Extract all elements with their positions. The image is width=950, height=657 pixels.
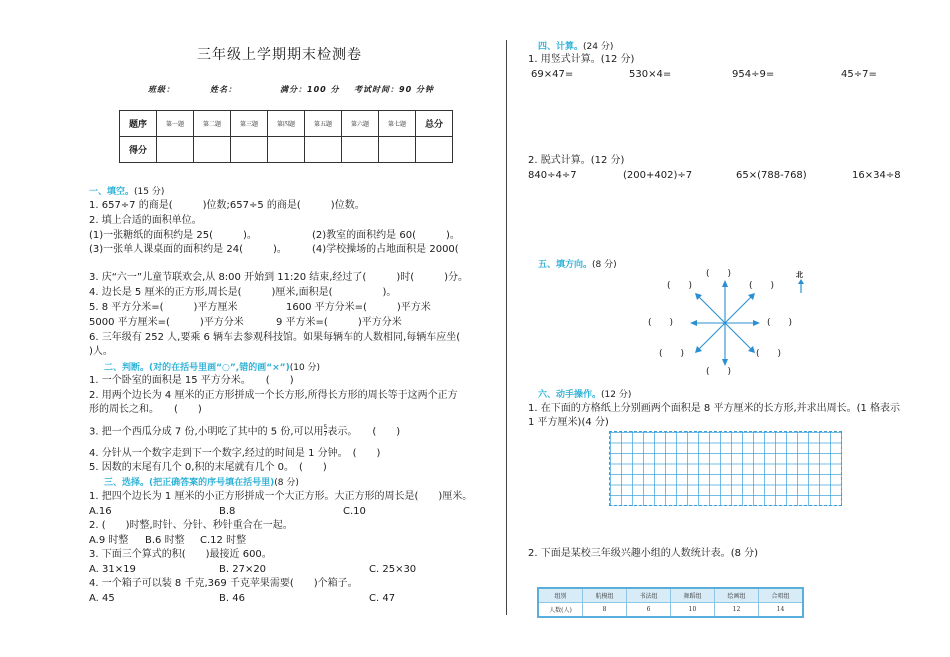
section-4-heading: 四、计算。(24 分) <box>538 42 614 52</box>
s1-line: (2)教室的面积约是 60( )。 <box>312 230 460 241</box>
score-col: 第四题 <box>268 111 305 137</box>
score-cell[interactable] <box>268 137 305 163</box>
direction-blank[interactable]: ( ) <box>648 318 674 328</box>
table-cell: 14 <box>759 603 804 618</box>
s1-line: 1. 657÷7 的商是( )位数;657÷5 的商是( )位数。 <box>89 200 365 211</box>
score-cell[interactable] <box>231 137 268 163</box>
s4-expr: 840÷4÷7 <box>528 170 577 181</box>
score-cell[interactable] <box>416 137 453 163</box>
direction-blank[interactable]: ( ) <box>667 281 693 291</box>
score-col: 第三题 <box>231 111 268 137</box>
s1-line: 1600 平方分米=( )平方米 <box>286 302 431 313</box>
s3-question: 3. 下面三个算式的积( )最接近 600。 <box>89 549 272 560</box>
name-label: 姓名： <box>210 85 237 94</box>
table-cell: 8 <box>583 603 627 618</box>
score-row-label: 得分 <box>120 137 157 163</box>
fraction: $\frac{5}{7}$ <box>323 424 328 438</box>
score-table <box>119 110 453 163</box>
s3-option: C. 25×30 <box>369 564 417 575</box>
s6-question: 2. 下面是某校三年级兴趣小组的人数统计表。(8 分) <box>528 548 759 559</box>
score-col: 第六题 <box>342 111 379 137</box>
table-cell: 人数(人) <box>538 603 583 618</box>
score-cell[interactable] <box>157 137 194 163</box>
column-divider <box>506 40 507 615</box>
class-label: 班级： <box>148 85 175 94</box>
score-col: 第一题 <box>157 111 194 137</box>
table-cell: 6 <box>627 603 671 618</box>
s1-line: 2. 填上合适的面积单位。 <box>89 215 202 226</box>
s4-expr: 45÷7= <box>841 69 877 80</box>
s6-question: 1 平方厘米)(4 分) <box>528 417 609 428</box>
s4-expr: 16×34÷8 <box>852 170 901 181</box>
s1-line: (4)学校操场的占地面积是 2000( <box>312 244 459 255</box>
s4-expr: 65×(788-768) <box>736 170 807 181</box>
s2-line-fraction: 3. 把一个西瓜分成 7 份,小明吃了其中的 5 份,可以用 $\frac{5}{7}$ 表示。 ( ) <box>89 424 401 438</box>
s3-question: 2. ( )时整,时针、分针、秒针重合在一起。 <box>89 520 293 531</box>
s4-sub: 1. 用竖式计算。(12 分) <box>528 54 635 65</box>
s1-line: 9 平方米=( )平方分米 <box>276 317 402 328</box>
full-score-label: 满分：100 分 <box>280 85 340 94</box>
s1-line: )人。 <box>89 346 113 357</box>
exam-time-label: 考试时间：90 分钟 <box>354 85 434 94</box>
section-6-heading: 六、动手操作。(12 分) <box>538 390 632 400</box>
score-cell[interactable] <box>379 137 416 163</box>
section-3-heading: 三、选择。(把正确答案的序号填在括号里)(8 分) <box>104 478 299 488</box>
s1-line: 5. 8 平方分米=( )平方厘米 <box>89 302 238 313</box>
score-total: 总分 <box>416 111 453 137</box>
s3-option: A.16 <box>89 506 112 517</box>
s3-option: A.9 时整 <box>89 535 129 546</box>
s3-option: B. 46 <box>219 593 245 604</box>
s4-expr: 954÷9= <box>732 69 775 80</box>
s3-question: 4. 一个箱子可以装 8 千克,369 千克苹果需要( )个箱子。 <box>89 578 358 589</box>
s3-option: B.8 <box>219 506 236 517</box>
s3-option: A. 45 <box>89 593 115 604</box>
interest-group-table <box>537 587 804 618</box>
s2-line: 2. 用两个边长为 4 厘米的正方形拼成一个长方形,所得长方形的周长等于这两个正方 <box>89 390 458 401</box>
score-cell[interactable] <box>194 137 231 163</box>
score-row-label: 题序 <box>120 111 157 137</box>
direction-blank[interactable]: ( ) <box>756 349 782 359</box>
s1-line: (3)一张单人课桌面的面积约是 24( )。 <box>89 244 287 255</box>
s3-option: A. 31×19 <box>89 564 136 575</box>
section-1-heading: 一、填空。(15 分) <box>89 187 165 197</box>
s2-line: 4. 分针从一个数字走到下一个数字,经过的时间是 1 分钟。 ( ) <box>89 448 381 459</box>
s6-question: 1. 在下面的方格纸上分别画两个面积是 8 平方厘米的长方形,并求出周长。(1 格表示 <box>528 403 901 414</box>
north-arrow-icon <box>797 279 805 293</box>
north-label: 北 <box>796 271 803 279</box>
table-header-cell: 组别 <box>538 588 583 603</box>
score-cell[interactable] <box>342 137 379 163</box>
s2-line: 形的周长之和。 ( ) <box>89 404 202 415</box>
s3-option: B. 27×20 <box>219 564 267 575</box>
table-header-cell: 书法组 <box>627 588 671 603</box>
score-col: 第七题 <box>379 111 416 137</box>
table-cell: 10 <box>671 603 715 618</box>
s1-line: 4. 边长是 5 厘米的正方形,周长是( )厘米,面积是( )。 <box>89 287 397 298</box>
score-cell[interactable] <box>305 137 342 163</box>
s1-line: 5000 平方厘米=( )平方分米 <box>89 317 244 328</box>
s3-option: B.6 时整 <box>145 535 185 546</box>
s4-expr: 530×4= <box>629 69 672 80</box>
page-title: 三年级上学期期末检测卷 <box>197 47 362 63</box>
s4-expr: 69×47= <box>531 69 574 80</box>
direction-blank[interactable]: ( ) <box>749 281 775 291</box>
s1-line: 6. 三年级有 252 人,要乘 6 辆车去参观科技馆。如果每辆车的人数相同,每辆车应坐( <box>89 332 461 343</box>
direction-blank[interactable]: ( ) <box>659 349 685 359</box>
s2-line: 1. 一个卧室的面积是 15 平方分米。 ( ) <box>89 375 294 386</box>
direction-blank[interactable]: ( ) <box>706 269 732 279</box>
table-header-cell: 绘画组 <box>715 588 759 603</box>
direction-blank[interactable]: ( ) <box>706 367 732 377</box>
table-header-cell: 合唱组 <box>759 588 804 603</box>
table-cell: 12 <box>715 603 759 618</box>
section-5-heading: 五、填方向。(8 分) <box>538 260 617 270</box>
s1-line: 3. 庆“六一”儿童节联欢会,从 8:00 开始到 11:20 结束,经过了( )时( )分。 <box>89 272 469 283</box>
s2-line: 5. 因数的末尾有几个 0,积的末尾就有几个 0。 ( ) <box>89 462 327 473</box>
score-col: 第二题 <box>194 111 231 137</box>
s4-sub: 2. 脱式计算。(12 分) <box>528 155 625 166</box>
table-header-cell: 航模组 <box>583 588 627 603</box>
section-2-heading: 二、判断。(对的在括号里画“○”,错的画“×”)(10 分) <box>104 363 321 373</box>
direction-blank[interactable]: ( ) <box>767 318 793 328</box>
s1-line: (1)一张糖纸的面积约是 25( )。 <box>89 230 257 241</box>
s3-option: C.12 时整 <box>200 535 247 546</box>
s3-option: C.10 <box>343 506 366 517</box>
table-header-cell: 舞蹈组 <box>671 588 715 603</box>
score-col: 第五题 <box>305 111 342 137</box>
s3-question: 1. 把四个边长为 1 厘米的小正方形拼成一个大正方形。大正方形的周长是( )厘米。 <box>89 491 473 502</box>
s3-option: C. 47 <box>369 593 396 604</box>
grid-paper[interactable] <box>609 431 842 506</box>
s4-expr: (200+402)÷7 <box>623 170 693 181</box>
